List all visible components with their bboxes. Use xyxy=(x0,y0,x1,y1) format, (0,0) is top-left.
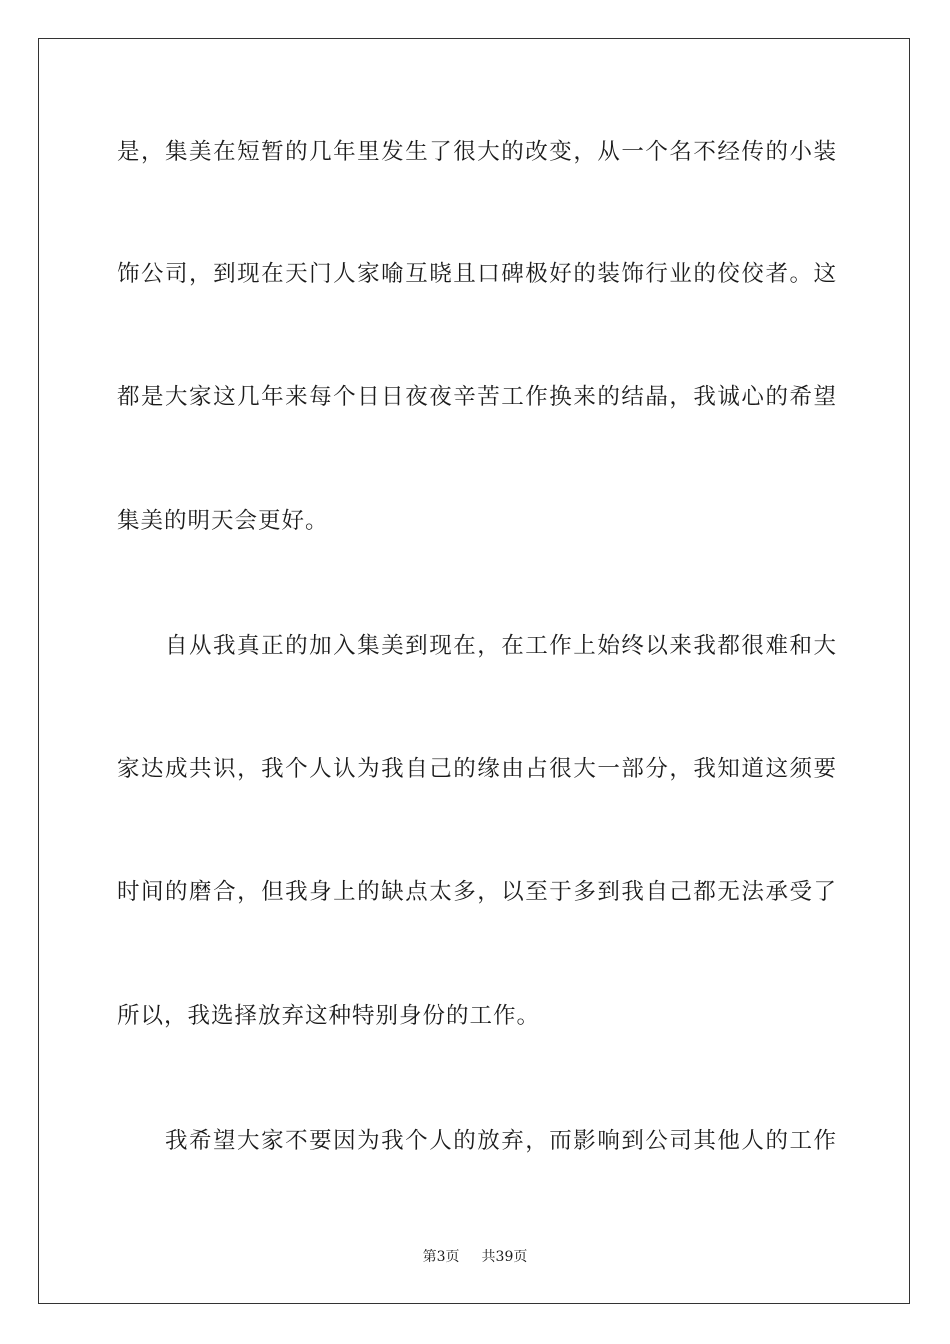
page-footer xyxy=(0,1247,950,1267)
text-line: 家达成共识，我个人认为我自己的缘由占很大一部分，我知道这须要 xyxy=(117,756,837,782)
page-border xyxy=(38,38,910,1304)
text-line: 所以，我选择放弃这种特别身份的工作。 xyxy=(117,1003,541,1029)
total-pages: 共39页 xyxy=(481,1249,528,1265)
text-line: 集美的明天会更好。 xyxy=(117,508,329,534)
text-line: 自从我真正的加入集美到现在，在工作上始终以来我都很难和大 xyxy=(165,633,837,659)
text-line: 时间的磨合，但我身上的缺点太多，以至于多到我自己都无法承受了 xyxy=(117,879,837,905)
text-line: 都是大家这几年来每个日日夜夜辛苦工作换来的结晶，我诚心的希望 xyxy=(117,384,837,410)
text-line: 饰公司，到现在天门人家喻互晓且口碑极好的装饰行业的佼佼者。这 xyxy=(117,261,837,287)
text-line: 是，集美在短暂的几年里发生了很大的改变，从一个名不经传的小装 xyxy=(117,139,837,165)
text-line: 我希望大家不要因为我个人的放弃，而影响到公司其他人的工作 xyxy=(165,1128,837,1154)
page-number: 第3页 xyxy=(422,1249,460,1265)
